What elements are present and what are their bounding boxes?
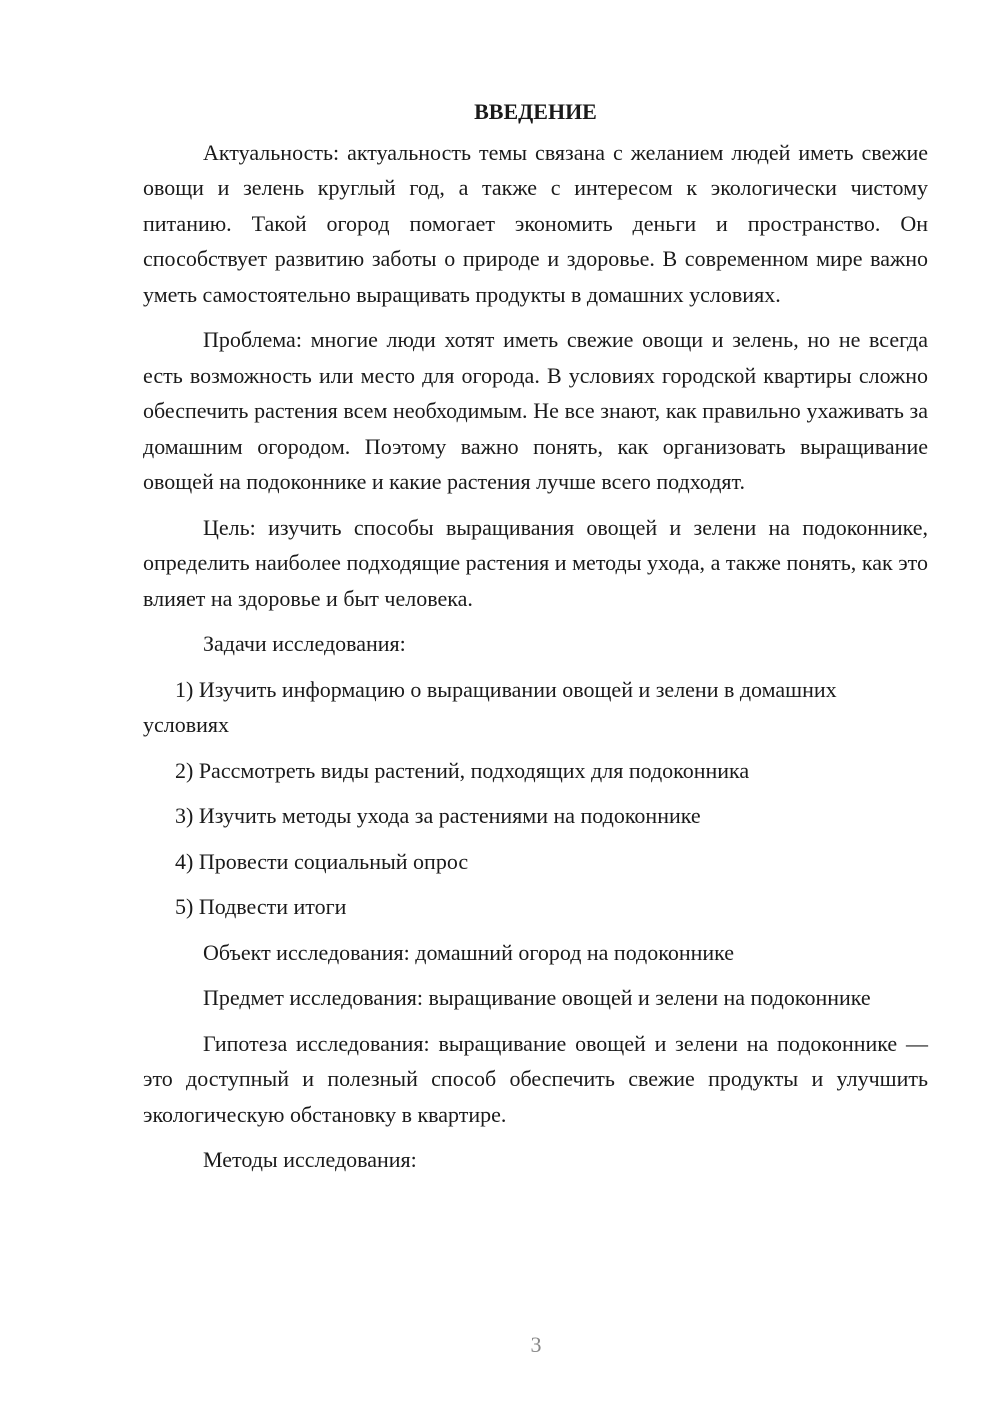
tasks-heading: Задачи исследования: bbox=[203, 631, 406, 656]
task-item-1: 1) Изучить информацию о выращивании овощей и зелени в домашних условиях bbox=[143, 676, 837, 737]
document-page bbox=[143, 94, 928, 1178]
task-item-4: 4) Провести социальный опрос bbox=[175, 848, 469, 874]
problem-paragraph: Проблема: многие люди хотят иметь свежие овощи и зелень, но не всегда есть возможность или место для огорода. В условиях городской квартиры сложно обеспечить растения всем необходимым. Не все знают, как правильно ухаживать за домашним огородом. Поэтому важно понять, как организовать выращивание овощей на подоконнике и какие растения лучше всего подходят. bbox=[143, 327, 928, 494]
hypothesis-paragraph: Гипотеза исследования: выращивание овощей и зелени на подоконнике — это доступный и полезный способ обеспечить свежие продукты и улучшить экологическую обстановку в квартире. bbox=[143, 1030, 928, 1127]
section-title: ВВЕДЕНИЕ bbox=[474, 99, 597, 124]
object-paragraph: Объект исследования: домашний огород на подоконнике bbox=[203, 939, 735, 965]
task-item-3: 3) Изучить методы ухода за растениями на подоконнике bbox=[175, 803, 701, 828]
task-item-5: 5) Подвести итоги bbox=[175, 894, 347, 919]
page-number: 3 bbox=[530, 1332, 542, 1357]
methods-heading: Методы исследования: bbox=[203, 1147, 417, 1172]
task-item-2: 2) Рассмотреть виды растений, подходящих для подоконника bbox=[175, 757, 750, 783]
subject-paragraph: Предмет исследования: выращивание овощей и зелени на подоконнике bbox=[203, 985, 871, 1010]
relevance-paragraph: Актуальность: актуальность темы связана с желанием людей иметь свежие овощи и зелень круглый год, а также с интересом к экологически чистому питанию. Такой огород помогает экономить деньги и пространство. Он способствует развитию заботы о природе и здоровье. В современном мире важно уметь самостоятельно выращивать продукты в домашних условиях. bbox=[143, 139, 928, 307]
goal-paragraph: Цель: изучить способы выращивания овощей и зелени на подоконнике, определить наиболее подходящие растения и методы ухода, а также понять, как это влияет на здоровье и быт человека. bbox=[143, 514, 928, 611]
